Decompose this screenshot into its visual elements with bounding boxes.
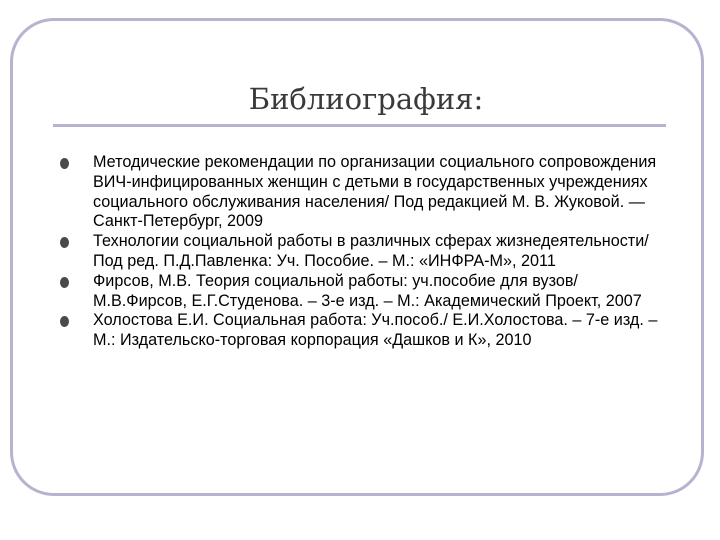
bibliography-item-text: Холостова Е.И. Социальная работа: Уч.пособ./ Е.И.Холостова. – 7-е изд. – М.: Издательско-торговая корпорация «Дашков и К», 2010 [93,311,658,350]
bullet-icon [60,158,69,169]
slide-title: Библиография: [248,82,484,116]
bibliography-list [60,153,660,351]
bullet-icon [60,316,69,327]
bibliography-item-text: Фирсов, М.В. Теория социальной работы: уч.пособие для вузов/ М.В.Фирсов, Е.Г.Студенова. – 3-е изд. – М.: Академический Проект, 2007 [93,271,642,310]
bibliography-item-text: Технологии социальной работы в различных сферах жизнедеятельности/ Под ред. П.Д.Павленка: Уч. Пособие. – М.: «ИНФРА-М», 2011 [93,232,649,270]
bullet-icon [60,277,69,288]
bibliography-item [60,272,660,312]
bibliography-item-text: Методические рекомендации по организации социального сопровождения ВИЧ-инфицированных женщин с детьми в государственных учреждениях социального обслуживания населения/ Под редакцией М. В. Жуковой. — Санкт-Петербург, 2009 [93,153,657,231]
bibliography-item [60,232,660,272]
bibliography-item [60,311,660,351]
bullet-icon [60,237,69,248]
title-underline [53,124,666,127]
bibliography-item [60,153,660,232]
